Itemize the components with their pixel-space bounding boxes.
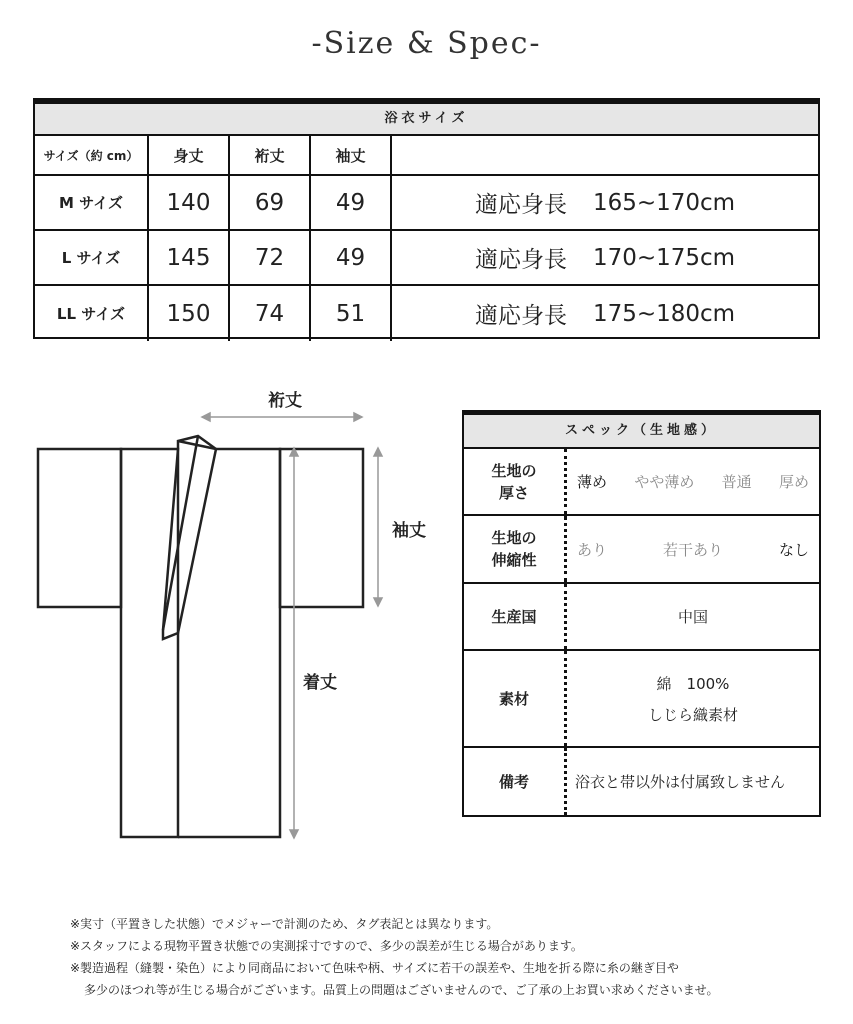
stretch-label-1: 生地の — [491, 529, 537, 547]
arrow-head — [374, 598, 382, 606]
size-name: LL サイズ — [35, 286, 149, 341]
thickness-options — [567, 449, 819, 514]
spec-caption: スペック（生地感） — [464, 415, 819, 449]
size-table — [33, 98, 820, 339]
remarks-value: 浴衣と帯以外は付属致しません — [575, 773, 786, 791]
body-right-panel — [178, 449, 280, 837]
height-label: 適応身長 — [474, 303, 567, 329]
material-value-1: 綿 100% — [656, 674, 730, 693]
sodetake-label: 袖丈 — [392, 521, 426, 541]
height-cell — [392, 286, 818, 341]
kitake-label: 着丈 — [303, 673, 337, 693]
spec-row-remarks — [464, 748, 819, 815]
stretch-option-selected: なし — [778, 540, 809, 559]
spec-row-thickness — [464, 449, 819, 516]
origin-label: 生産国 — [464, 584, 567, 649]
material-label: 素材 — [464, 651, 567, 746]
arrow-head — [202, 413, 210, 421]
sodetake-value: 49 — [311, 231, 392, 284]
height-value: 165~170cm — [592, 189, 736, 216]
collar-outline — [163, 436, 216, 639]
spec-table — [462, 410, 821, 817]
page-title: -Size & Spec- — [311, 26, 542, 61]
mitake-value: 140 — [149, 176, 230, 229]
origin-value: 中国 — [677, 608, 708, 626]
height-label: 適応身長 — [474, 192, 567, 218]
header-size: サイズ（約 cm） — [35, 136, 149, 174]
yukata-diagram — [30, 380, 450, 850]
left-sleeve — [38, 449, 121, 607]
table-row — [35, 176, 818, 231]
height-value: 170~175cm — [592, 244, 736, 271]
right-sleeve — [280, 449, 363, 607]
thickness-option: 普通 — [721, 473, 752, 491]
height-cell — [392, 231, 818, 284]
arrow-head — [290, 830, 298, 838]
remarks-label: 備考 — [464, 748, 567, 815]
yukata-outline — [30, 380, 450, 850]
yukitake-value: 69 — [230, 176, 311, 229]
size-table-header — [35, 136, 818, 176]
thickness-option: やや薄め — [634, 473, 695, 491]
stretch-option: あり — [577, 540, 608, 559]
arrow-head — [374, 448, 382, 456]
table-row — [35, 286, 818, 341]
height-cell — [392, 176, 818, 229]
spec-row-stretch — [464, 516, 819, 584]
height-value: 175~180cm — [592, 300, 736, 327]
sodetake-value: 51 — [311, 286, 392, 341]
size-name: M サイズ — [35, 176, 149, 229]
spec-key — [464, 516, 567, 582]
spec-row-origin — [464, 584, 819, 651]
body-left-panel — [121, 449, 178, 837]
mitake-value: 145 — [149, 231, 230, 284]
stretch-options — [567, 516, 819, 582]
table-row — [35, 231, 818, 286]
arrow-head — [354, 413, 362, 421]
material-values — [567, 651, 819, 746]
yukitake-value: 74 — [230, 286, 311, 341]
mitake-value: 150 — [149, 286, 230, 341]
thickness-option-selected: 薄め — [577, 473, 608, 491]
thickness-label-1: 生地の — [491, 461, 537, 480]
header-mitake: 身丈 — [149, 136, 230, 174]
note-line: ※製造過程（縫製・染色）により同商品において色味や柄、サイズに若干の誤差や、生地を折る際に糸の継ぎ目や — [70, 961, 679, 975]
notes — [70, 913, 830, 1001]
note-line: ※スタッフによる現物平置き状態での実測採寸ですので、多少の誤差が生じる場合があります。 — [70, 939, 583, 953]
thickness-option: 厚め — [778, 473, 809, 491]
yukitake-label: 裄丈 — [268, 391, 302, 411]
spec-key — [464, 449, 567, 514]
height-label: 適応身長 — [474, 247, 567, 273]
note-line: ※実寸（平置きした状態）でメジャーで計測のため、タグ表記とは異なります。 — [70, 917, 499, 931]
header-yukitake: 裄丈 — [230, 136, 311, 174]
header-height — [392, 136, 818, 174]
size-table-caption: 浴衣サイズ — [35, 104, 818, 136]
material-value-2: しじら織素材 — [647, 705, 738, 724]
size-name: L サイズ — [35, 231, 149, 284]
spec-row-material — [464, 651, 819, 748]
yukitake-value: 72 — [230, 231, 311, 284]
note-line: 多少のほつれ等が生じる場合がございます。品質上の問題はございませんので、ご了承の上お買い求めくださいませ。 — [84, 983, 719, 997]
stretch-option: 若干あり — [662, 540, 723, 559]
sodetake-value: 49 — [311, 176, 392, 229]
header-sodetake: 袖丈 — [311, 136, 392, 174]
thickness-label-2: 厚さ — [498, 483, 529, 502]
stretch-label-2: 伸縮性 — [491, 551, 537, 569]
